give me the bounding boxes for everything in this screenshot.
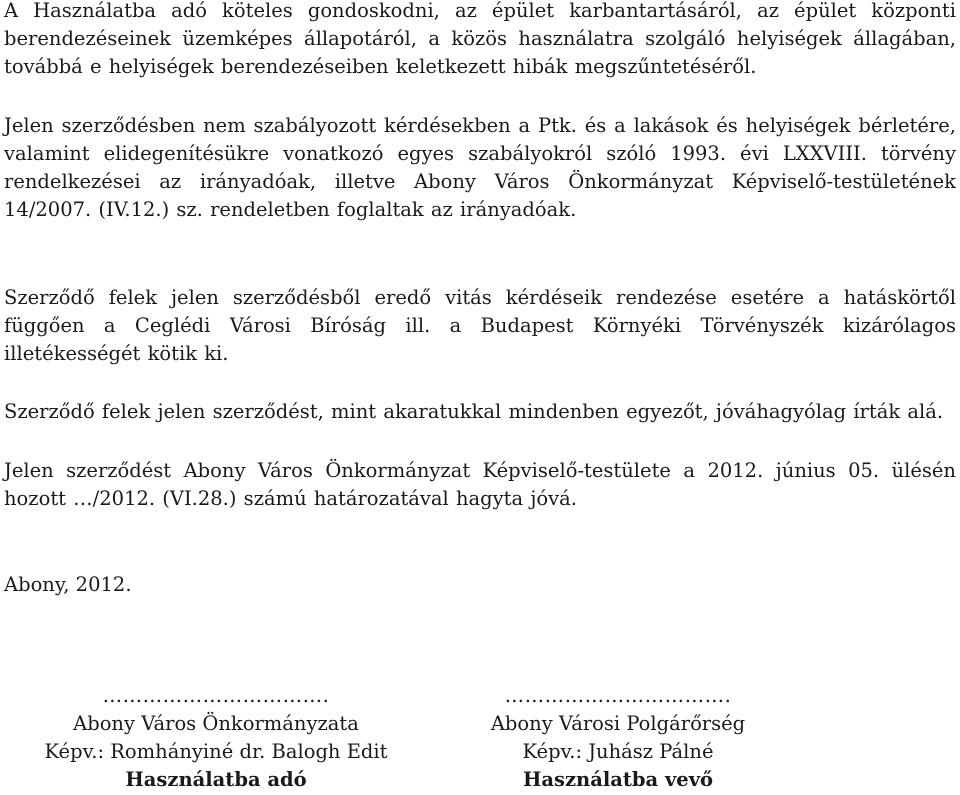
- signatory-organization: Abony Város Önkormányzata: [73, 712, 359, 735]
- paragraph-maintenance: A Használatba adó köteles gondoskodni, az épület karbantartásáról, az épület központi berendezéseinek üzemképes állapotáról, a közös használatra szolgáló helyiségek állagában, továbbá e helyiségek berendezéseiben keletkezett hibák megszűntetéséről.: [4, 0, 956, 78]
- signature-block-lessor: [16, 682, 416, 794]
- paragraph-agreement: Szerződő felek jelen szerződést, mint akaratukkal mindenben egyezőt, jóváhagyólag írták alá.: [4, 400, 944, 423]
- signatory-role: Használatba vevő: [522, 768, 714, 791]
- signature-line: …………………………….: [504, 684, 732, 707]
- signatory-role: Használatba adó: [125, 768, 307, 791]
- paragraph-approval: Jelen szerződést Abony Város Önkormányzat Képviselő-testülete a 2012. június 05. ülésén hozott …/2012. (VI.28.) számú határozatával hagyta jóvá.: [4, 459, 956, 510]
- place-and-date: Abony, 2012.: [4, 573, 132, 596]
- signatory-representative: Képv.: Juhász Pálné: [522, 740, 714, 763]
- signature-line: …………………………….: [102, 684, 330, 707]
- paragraph-governing-law: Jelen szerződésben nem szabályozott kérdésekben a Ptk. és a lakások és helyiségek bérletére, valamint elidegenítésükre vonatkozó egyes szabályokról szóló 1993. évi LXXVIII. törvény rendelkezései az irányadóak, illetve Abony Város Önkormányzat Képviselő-testületének 14/2007. (IV.12.) sz. rendeletben foglaltak az irányadóak.: [4, 114, 956, 221]
- signatory-organization: Abony Városi Polgárőrség: [490, 712, 746, 735]
- signatory-representative: Képv.: Romhányiné dr. Balogh Edit: [44, 740, 388, 763]
- paragraph-jurisdiction: Szerződő felek jelen szerződésből eredő vitás kérdéseik rendezése esetére a hatáskörtől függően a Ceglédi Városi Bíróság ill. a Budapest Környéki Törvényszék kizárólagos illetékességét kötik ki.: [4, 286, 956, 365]
- signature-block-lessee: [418, 682, 818, 794]
